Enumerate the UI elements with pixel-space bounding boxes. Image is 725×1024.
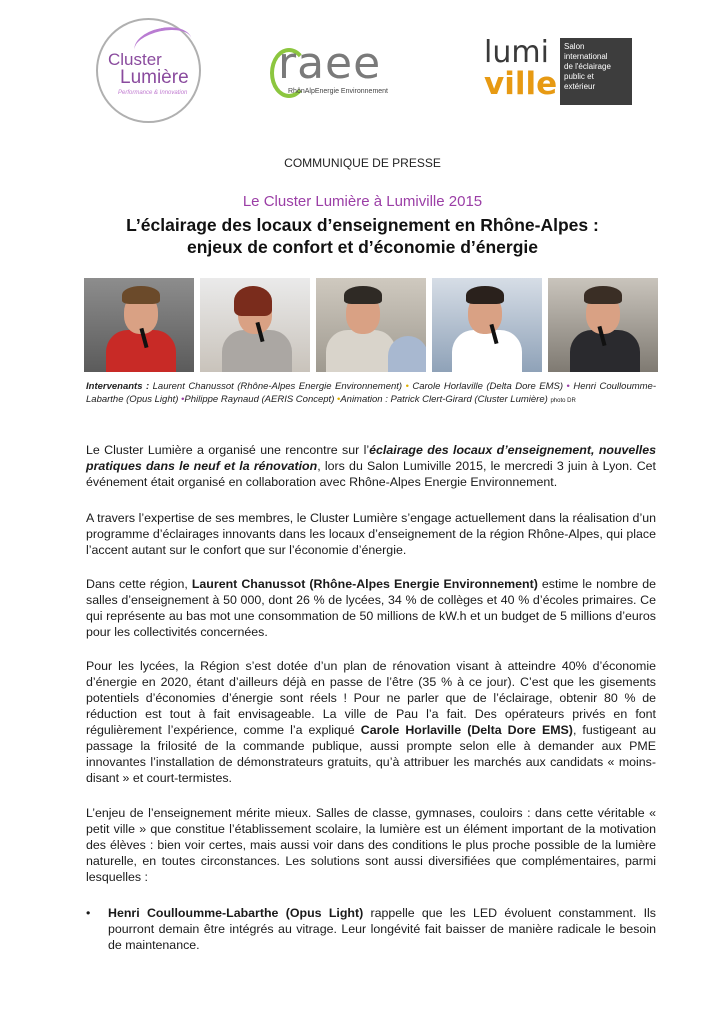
photo-credit: photo DR: [550, 398, 576, 404]
lumiville-box-line: de l'éclairage: [564, 62, 611, 71]
bullet-speaker: Henri Coulloumme-Labarthe (Opus Light): [108, 906, 364, 920]
paragraph-intro: [86, 442, 656, 490]
p1-text-a: Le Cluster Lumière a organisé une rencontre sur l’: [86, 443, 370, 457]
p4-text-a: Pour les lycées, la Région s’est dotée d’un plan de rénovation visant à atteindre 40% d’économie d’énergie en 2020, étant d’ailleurs déjà en passe de l’être (35 % à ce jour). C’est que les gisements potentiels d’économies d’énergie sont réels ! Pour ne parler que de l’éclairage, obtenir 80 % de réduction est tout à fait envisageable. La ville de Pau l’a fait. Des opérateurs privés en font régulièrement l’expérience, comme l’a expliqué: [86, 659, 656, 737]
bullet-text: [108, 905, 656, 953]
p4-text-c: , fustigeant au passage la frilosité de la commande publique, aussi prompte selon elle à demander aux PME innovantes l’installation de démonstrateurs gratuits, qu’à attribuer les marchés aux candidats « moins-disant » et court-termistes.: [86, 723, 656, 785]
speaker-4: Philippe Raynaud (AERIS Concept): [184, 394, 335, 405]
logo-cluster-line1: Cluster: [108, 50, 162, 69]
p1-emphasis: éclairage des locaux d’enseignement, nouvelles pratiques dans le neuf et la rénovation: [86, 443, 656, 473]
bullet-dot: •: [337, 394, 341, 405]
bullet-item: [86, 905, 656, 953]
speaker-photo: [316, 278, 426, 372]
cluster-lumiere-logo: [96, 18, 201, 123]
bullet-dot: •: [181, 394, 185, 405]
paragraph-lycees: [86, 658, 656, 786]
bullet-body: rappelle que les LED évoluent constamment. Ils pourront demain être intégrés au vitrage. Leur longévité fait baisser de manière radicale le besoin de maintenance.: [108, 906, 656, 952]
logo-cluster-tagline: Performance & Innovation: [118, 90, 188, 96]
speakers-caption: [86, 380, 656, 408]
press-release-label: COMMUNIQUE DE PRESSE: [284, 156, 441, 170]
speaker-2: Carole Horlaville (Delta Dore EMS): [412, 381, 564, 392]
speaker-1: Laurent Chanussot (Rhône-Alpes Energie Environnement): [152, 381, 403, 392]
p1-text-b: , lors du Salon Lumiville 2015, le mercredi 3 juin à Lyon. Cet événement était organisé en collaboration avec Rhône-Alpes Energie Environnement.: [86, 459, 656, 489]
title-line-1: L’éclairage des locaux d’enseignement en Rhône-Alpes :: [126, 215, 599, 235]
speaker-photo-strip: [84, 278, 658, 373]
p3-speaker: Laurent Chanussot (Rhône-Alpes Energie Environnement): [191, 577, 538, 591]
speakers-label: Intervenants :: [86, 381, 150, 392]
lumiville-line1: lumi: [484, 35, 549, 70]
speaker-photo: [548, 278, 658, 372]
raee-logo-tagline: RhônAlpEnergie Environnement: [288, 88, 389, 95]
p3-text-c: estime le nombre de salles d’enseignement à 50 000, dont 26 % de lycées, 34 % de collèges et 40 % d’écoles primaires. Ce qui représente au bas mot une consommation de 50 millions de kW.h et un budget de 5 millions d’euros pour les collectivités concernées.: [86, 577, 656, 639]
bullet-dot: •: [566, 381, 570, 392]
raee-logo: [270, 38, 420, 103]
title-line-2: enjeux de confort et d’économie d’énergie: [186, 237, 539, 257]
lumiville-box-line: public et: [564, 72, 594, 81]
lumiville-logo: [484, 35, 634, 108]
lumiville-line2: ville: [484, 66, 558, 102]
paragraph-program: A travers l’expertise de ses membres, le Cluster Lumière s’engage actuellement dans la réalisation d’un programme d’éclairages innovants dans les locaux d’enseignement de la région Rhône-Alpes, qui place l’accent autant sur le confort que sur l’économie d’énergie.: [86, 511, 656, 557]
lumiville-box-line: international: [564, 52, 608, 61]
lumiville-box: [560, 38, 632, 105]
speaker-photo: [432, 278, 542, 372]
logo-cluster-line2: Lumière: [120, 67, 189, 88]
paragraph-enjeu: L’enjeu de l’enseignement mérite mieux. Salles de classe, gymnases, couloirs : dans cette véritable « petit ville » que constitue l’établissement scolaire, la lumière est un élément important de la motivation des élèves : bien voir certes, mais aussi voir dans des conditions le plus proche possible de la lumière naturelle, en toutes circonstances. Les solutions sont aussi diversifiées que complémentaires, parmi lesquelles :: [86, 806, 656, 884]
p4-speaker: Carole Horlaville (Delta Dore EMS): [360, 723, 573, 737]
document-subtitle: Le Cluster Lumière à Lumiville 2015: [242, 193, 483, 210]
paragraph-region: [86, 576, 656, 640]
speaker-5: Animation : Patrick Clert-Girard (Cluster Lumière): [340, 394, 548, 405]
bullet-dot: •: [405, 381, 409, 392]
document-title: [0, 214, 725, 258]
bullet-icon: •: [86, 906, 91, 920]
p3-text-a: Dans cette région,: [86, 577, 192, 591]
speaker-photo: [84, 278, 194, 372]
speaker-photo: [200, 278, 310, 372]
speaker-3: Henri Coulloumme-Labarthe (Opus Light): [86, 381, 656, 405]
raee-logo-text: raee: [278, 38, 382, 89]
lumiville-box-line: Salon: [564, 42, 585, 51]
lumiville-box-line: extérieur: [564, 82, 596, 91]
